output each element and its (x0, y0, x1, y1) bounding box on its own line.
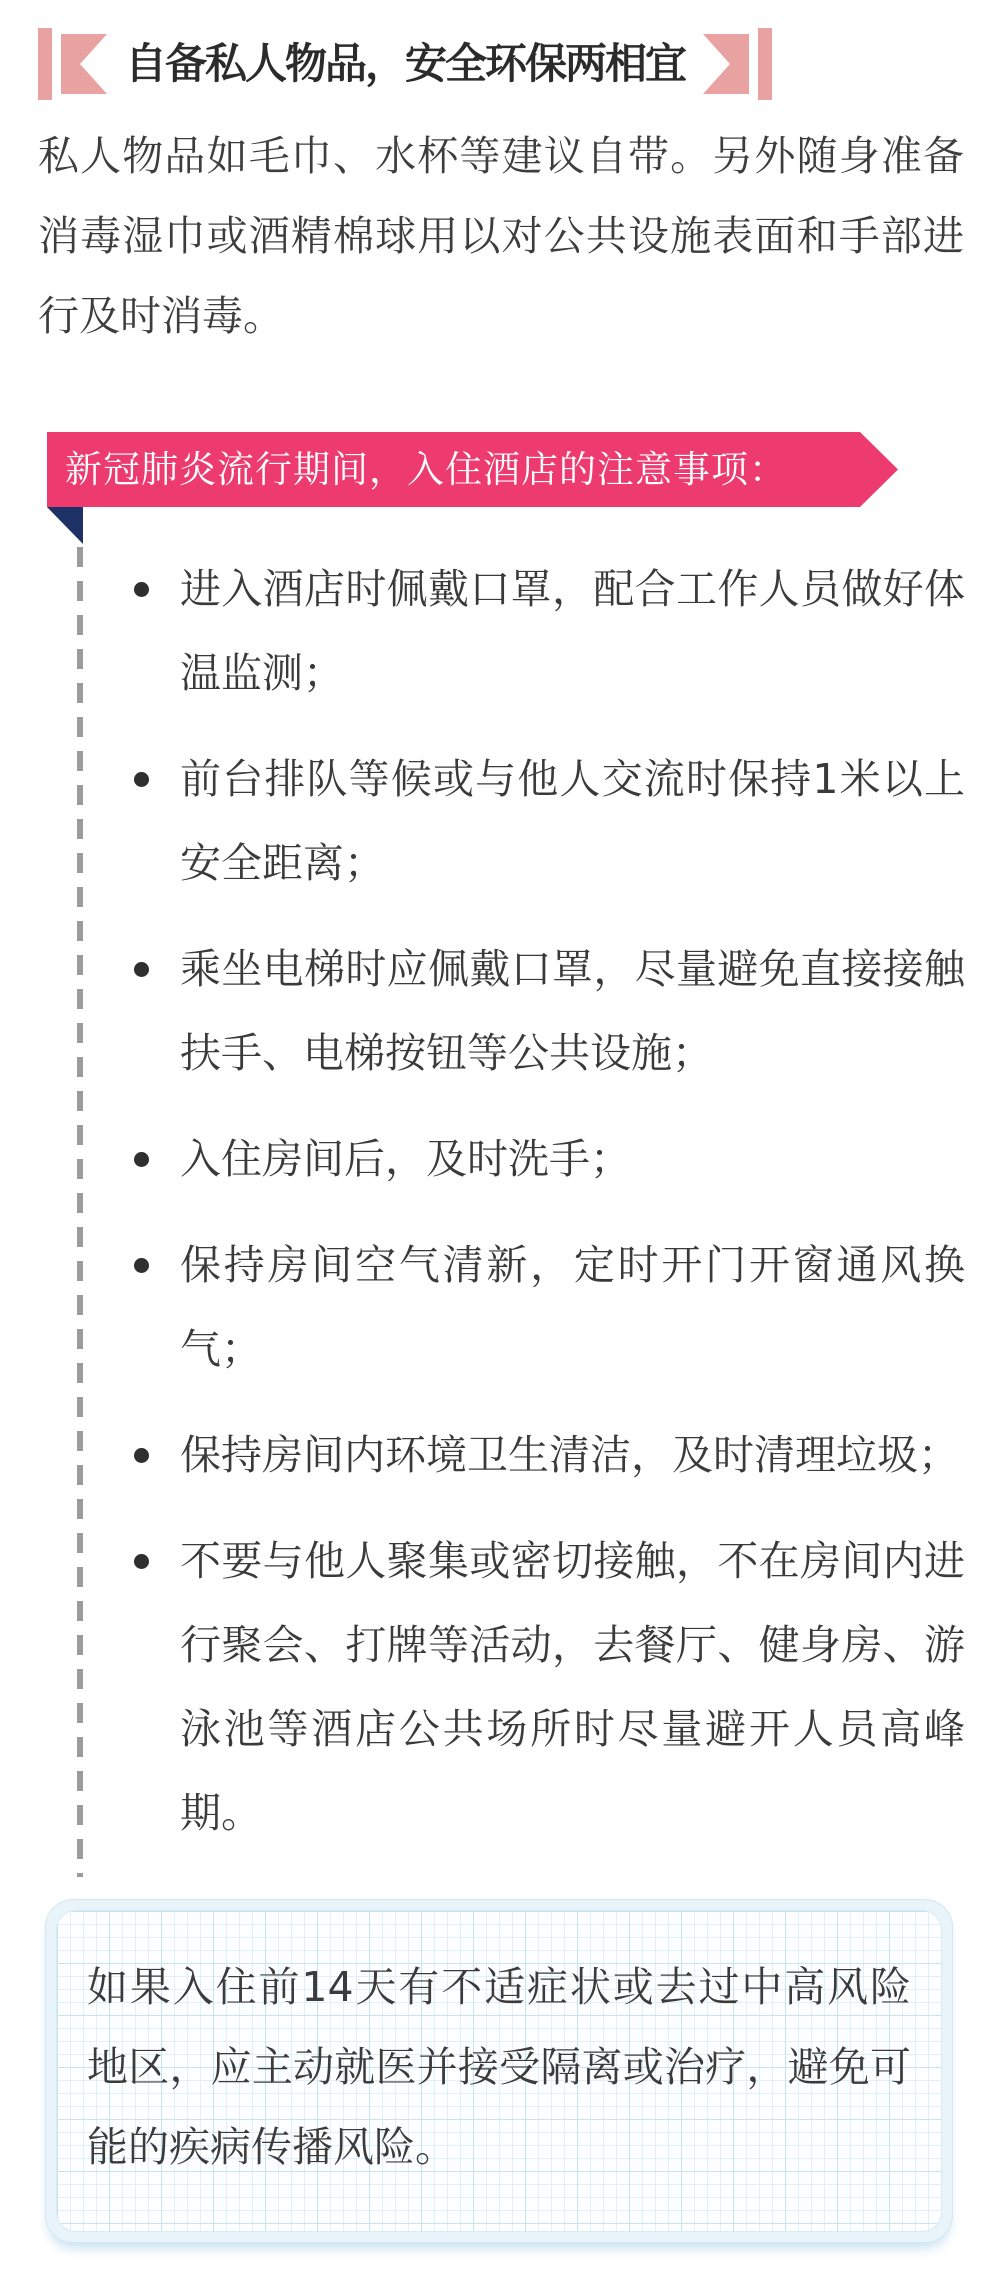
alert-box-inner (56, 1910, 942, 2232)
list-item: 入住房间后，及时洗手； (132, 1117, 965, 1201)
section-banner (47, 432, 900, 507)
notes-section (0, 547, 1000, 1857)
right-bracket-icon (703, 34, 749, 94)
title-accent-bar-right (758, 28, 772, 100)
dashed-guide-line (77, 547, 83, 1877)
list-item: 不要与他人聚集或密切接触，不在房间内进行聚会、打牌等活动，去餐厅、健身房、游泳池等酒店公共场所时尽量避开人员高峰期。 (132, 1519, 965, 1855)
list-item: 保持房间空气清新，定时开门开窗通风换气； (132, 1223, 965, 1391)
notes-list (132, 547, 965, 1855)
intro-paragraph: 私人物品如毛巾、水杯等建议自带。另外随身准备消毒湿巾或酒精棉球用以对公共设施表面和手部进行及时消毒。 (38, 132, 964, 340)
title-accent-bar-left (38, 28, 52, 100)
title-row (38, 28, 1000, 100)
list-item: 进入酒店时佩戴口罩，配合工作人员做好体温监测； (132, 547, 965, 715)
banner-arrow-point (860, 432, 898, 507)
list-item: 保持房间内环境卫生清洁，及时清理垃圾； (132, 1413, 965, 1497)
left-bracket-icon (61, 34, 107, 94)
list-item: 乘坐电梯时应佩戴口罩，尽量避免直接接触扶手、电梯按钮等公共设施； (132, 927, 965, 1095)
list-item: 前台排队等候或与他人交流时保持1米以上安全距离； (132, 737, 965, 905)
alert-box (45, 1899, 953, 2243)
page-title: 自备私人物品，安全环保两相宜 (125, 39, 686, 88)
banner-label: 新冠肺炎流行期间，入住酒店的注意事项： (47, 432, 860, 507)
banner-fold-triangle (47, 507, 83, 544)
alert-text: 如果入住前14天有不适症状或去过中高风险地区，应主动就医并接受隔离或治疗，避免可能的疾病传播风险。 (87, 1963, 911, 2171)
